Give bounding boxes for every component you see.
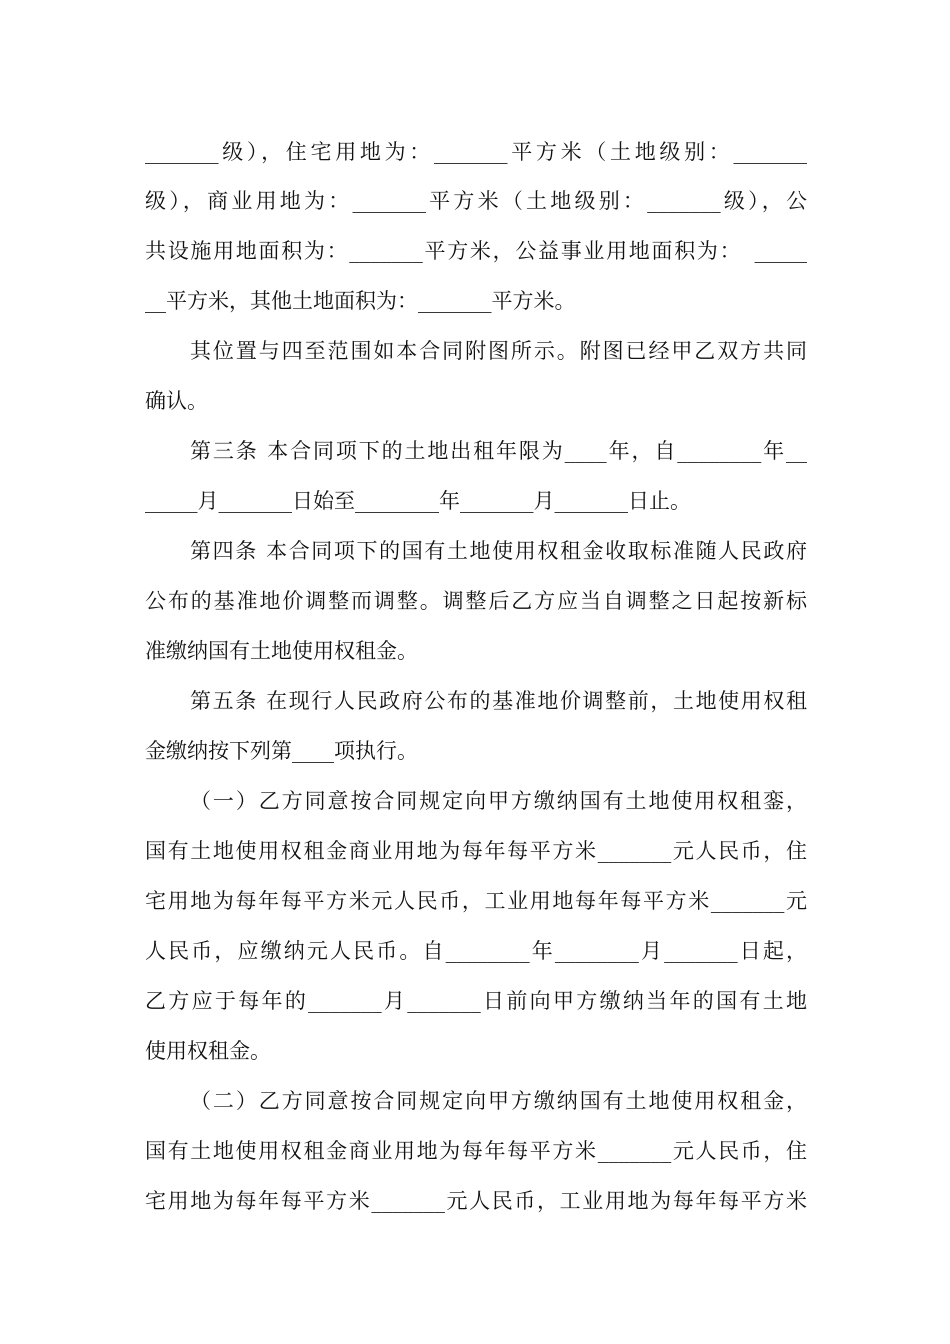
text-line: 宅用地为每年每平方米_______元人民币，工业用地为每年每平方米: [145, 1189, 807, 1213]
text-line: 准缴纳国有土地使用权租金。: [145, 639, 418, 663]
text-line: 级），商业用地为：_______平方米（土地级别：_______级），公: [145, 189, 807, 213]
text-line: 乙方应于每年的_______月_______日前向甲方缴纳当年的国有土地: [145, 989, 807, 1013]
text-line: 第五条 在现行人民政府公布的基准地价调整前，土地使用权租: [190, 689, 807, 713]
text-line: 第四条 本合同项下的国有土地使用权租金收取标准随人民政府: [190, 539, 807, 563]
text-line: 公布的基准地价调整而调整。调整后乙方应当自调整之日起按新标: [145, 589, 807, 613]
text-line: 第三条 本合同项下的土地出租年限为____年，自________年__: [190, 439, 807, 463]
text-line: 国有土地使用权租金商业用地为每年每平方米_______元人民币，住: [145, 1139, 807, 1163]
text-line: 金缴纳按下列第____项执行。: [145, 739, 418, 763]
text-line: 共设施用地面积为：_______平方米，公益事业用地面积为： _____: [145, 239, 807, 263]
text-line: _____月_______日始至________年_______月_______日止。: [145, 489, 691, 513]
text-line: （一）乙方同意按合同规定向甲方缴纳国有土地使用权租銮，: [190, 789, 807, 813]
text-line: 使用权租金。: [145, 1039, 271, 1063]
text-line: __平方米，其他土地面积为：_______平方米。: [145, 289, 576, 313]
text-line: 确认。: [145, 389, 208, 413]
text-line: 人民币，应缴纳元人民币。自________年________月_______日起，: [145, 939, 807, 963]
text-line: 国有土地使用权租金商业用地为每年每平方米_______元人民币，住: [145, 839, 807, 863]
text-line: 其位置与四至范围如本合同附图所示。附图已经甲乙双方共同: [190, 339, 807, 363]
text-line: _______级），住宅用地为：_______平方米（土地级别：_______: [145, 140, 807, 164]
text-line: （二）乙方同意按合同规定向甲方缴纳国有土地使用权租金，: [190, 1089, 807, 1113]
text-line: 宅用地为每年每平方米元人民币，工业用地每年每平方米_______元: [145, 889, 807, 913]
